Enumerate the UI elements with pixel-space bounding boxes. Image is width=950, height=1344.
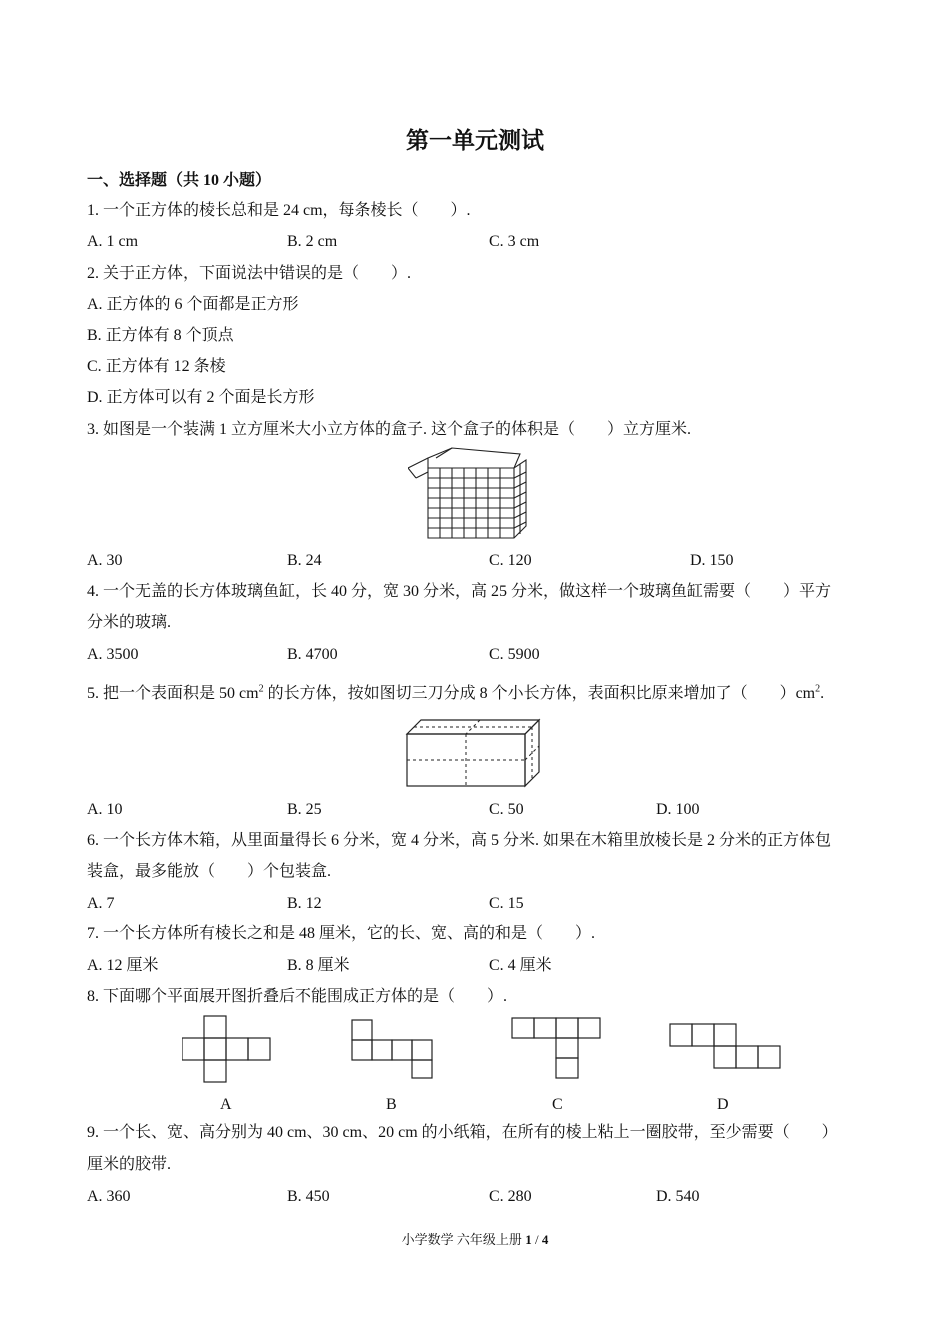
q9-stem-line1: 9. 一个长、宽、高分别为 40 cm、30 cm、20 cm 的小纸箱，在所有的棱上粘上一圈胶带，至少需要（ ） <box>87 1124 838 1141</box>
q1-option-a: A. 1 cm <box>87 233 139 250</box>
footer-text: 小学数学 六年级上册 <box>401 1232 526 1247</box>
q9-option-c: C. 280 <box>489 1188 532 1205</box>
q2-option-b: B. 正方体有 8 个顶点 <box>87 327 234 344</box>
q6-option-a: A. 7 <box>87 895 115 912</box>
page-total: 4 <box>541 1232 549 1247</box>
q2-option-a: A. 正方体的 6 个面都是正方形 <box>87 296 299 313</box>
q8-stem: 8. 下面哪个平面展开图折叠后不能围成正方体的是（ ）. <box>87 988 508 1005</box>
page-number: 1 <box>525 1232 532 1247</box>
page-title: 第一单元测试 <box>406 128 544 153</box>
q5-stem: 5. 把一个表面积是 50 $cm^2$ 的长方体，按如图切三刀分成 8 个小长方体，表面积比原来增加了（ ）$cm^2$. <box>87 683 825 702</box>
box-of-cubes-figure <box>408 446 532 542</box>
q2-option-c: C. 正方体有 12 条棱 <box>87 358 226 375</box>
q4-option-c: C. 5900 <box>489 646 540 663</box>
section-heading: 一、选择题（共 10 小题） <box>87 172 272 189</box>
q4-stem-line1: 4. 一个无盖的长方体玻璃鱼缸，长 40 分，宽 30 分米，高 25 分米，做这样一个玻璃鱼缸需要（ ）平方 <box>87 583 832 600</box>
q1-option-b: B. 2 cm <box>287 233 338 250</box>
q4-option-b: B. 4700 <box>287 646 338 663</box>
q3-option-a: A. 30 <box>87 552 123 569</box>
q7-stem: 7. 一个长方体所有棱长之和是 48 厘米，它的长、宽、高的和是（ ）. <box>87 925 596 942</box>
q5-option-b: B. 25 <box>287 801 322 818</box>
q1-stem: 1. 一个正方体的棱长总和是 24 cm，每条棱长（ ）. <box>87 202 471 219</box>
q8-label-d: D <box>717 1096 729 1113</box>
q8-label-c: C <box>552 1096 563 1113</box>
q3-option-d: D. 150 <box>690 552 734 569</box>
q8-label-b: B <box>386 1096 397 1113</box>
cuboid-cut-figure <box>405 718 541 790</box>
q6-option-c: C. 15 <box>489 895 524 912</box>
page-footer: 小学数学 六年级上册 1 / 4 <box>401 1232 549 1247</box>
q6-stem-line2: 装盒，最多能放（ ）个包装盒. <box>87 863 332 880</box>
q7-option-a: A. 12 厘米 <box>87 957 159 974</box>
net-figure-d <box>668 1022 782 1072</box>
net-figure-c <box>510 1016 602 1082</box>
q6-option-b: B. 12 <box>287 895 322 912</box>
q1-option-c: C. 3 cm <box>489 233 540 250</box>
q9-option-b: B. 450 <box>287 1188 330 1205</box>
q9-stem-line2: 厘米的胶带. <box>87 1156 172 1173</box>
q3-stem: 3. 如图是一个装满 1 立方厘米大小立方体的盒子. 这个盒子的体积是（ ）立方厘米. <box>87 421 692 438</box>
q7-option-c: C. 4 厘米 <box>489 957 552 974</box>
net-figure-b <box>350 1018 434 1080</box>
q2-stem: 2. 关于正方体，下面说法中错误的是（ ）. <box>87 265 412 282</box>
q3-option-b: B. 24 <box>287 552 322 569</box>
q9-option-a: A. 360 <box>87 1188 131 1205</box>
q6-stem-line1: 6. 一个长方体木箱，从里面量得长 6 分米，宽 4 分米，高 5 分米. 如果在木箱里放棱长是 2 分米的正方体包 <box>87 832 832 849</box>
q7-option-b: B. 8 厘米 <box>287 957 350 974</box>
net-figure-a <box>182 1014 272 1084</box>
q3-option-c: C. 120 <box>489 552 532 569</box>
q5-option-d: D. 100 <box>656 801 700 818</box>
q5-option-c: C. 50 <box>489 801 524 818</box>
q4-stem-line2: 分米的玻璃. <box>87 614 172 631</box>
q4-option-a: A. 3500 <box>87 646 139 663</box>
q9-option-d: D. 540 <box>656 1188 700 1205</box>
q2-option-d: D. 正方体可以有 2 个面是长方形 <box>87 389 315 406</box>
q5-option-a: A. 10 <box>87 801 123 818</box>
q8-label-a: A <box>220 1096 232 1113</box>
